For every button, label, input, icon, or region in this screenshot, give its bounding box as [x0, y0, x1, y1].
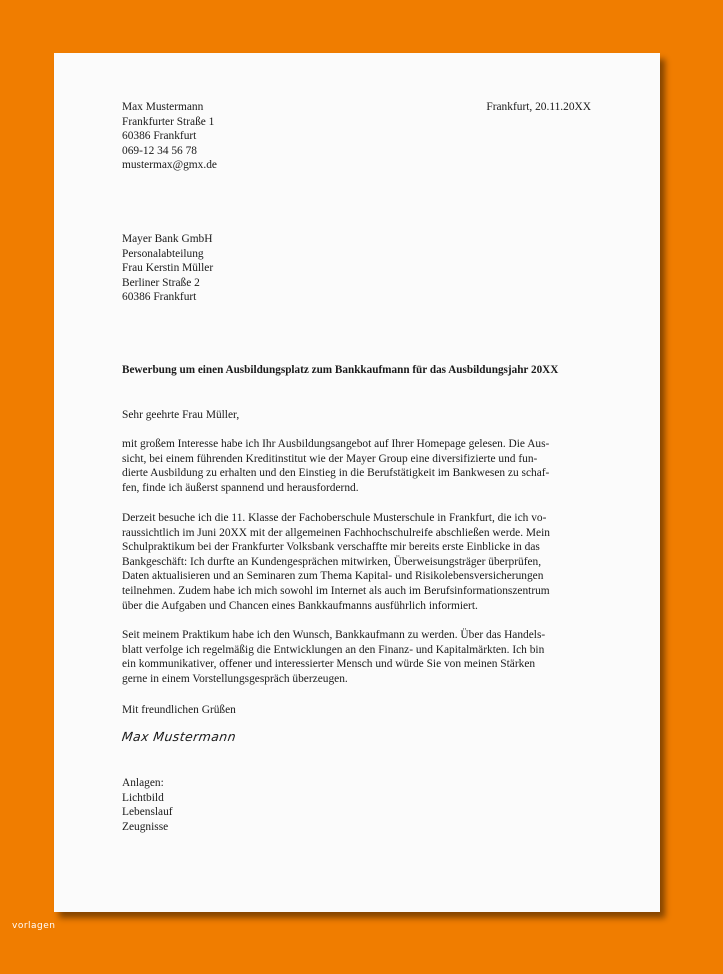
paragraph-line: gerne in einem Vorstellungsgespräch überzeugen.: [122, 672, 348, 685]
paragraph-line: dierte Ausbildung zu erhalten und den Einstieg in die Berufstätigkeit im Bankwesen zu schaf-: [122, 467, 550, 480]
attachment-item: Lichtbild: [122, 791, 164, 804]
watermark-text: vorlagen: [12, 921, 56, 931]
paragraph-line: raussichtlich im Juni 20XX mit der allgemeinen Fachhochschulreife abschließen werde. Mein: [122, 526, 550, 539]
sender-street: Frankfurter Straße 1: [122, 115, 215, 128]
recipient-company: Mayer Bank GmbH: [122, 233, 213, 245]
subject-line: Bewerbung um einen Ausbildungsplatz zum Bankkaufmann für das Ausbildungsjahr 20XX: [122, 364, 559, 376]
paragraph-line: Derzeit besuche ich die 11. Klasse der Fachoberschule Musterschule in Frankfurt, die ich vo-: [122, 512, 547, 524]
handwritten-signature: Max Mustermann: [120, 729, 238, 744]
salutation: Sehr geehrte Frau Müller,: [122, 409, 240, 421]
paragraph-line: fen, finde ich äußerst spannend und herausfordernd.: [122, 481, 359, 494]
paragraph-line: ein kommunikativer, offener und interessierter Mensch und würde Sie von meinen Stärken: [122, 658, 536, 671]
paragraph-line: über die Aufgaben und Chancen eines Bankkaufmanns ausführlich informiert.: [122, 599, 478, 612]
recipient-department: Personalabteilung: [122, 247, 204, 260]
body-paragraph-2: [122, 511, 592, 613]
paragraph-line: Bankgeschäft: Ich durfte an Kundengesprächen mitwirken, Überweisungsträger überprüfen,: [122, 555, 542, 568]
sender-city: 60386 Frankfurt: [122, 130, 197, 143]
paragraph-line: Daten aktualisieren und an Seminaren zum Thema Kapital- und Risikolebensversicherungen: [122, 570, 544, 583]
paragraph-line: Seit meinem Praktikum habe ich den Wunsch, Bankkaufmann zu werden. Über das Handels-: [122, 629, 546, 641]
body-paragraph-3: [122, 628, 592, 686]
recipient-city: 60386 Frankfurt: [122, 291, 197, 304]
closing-phrase: Mit freundlichen Grüßen: [122, 704, 236, 716]
paragraph-line: sicht, bei einem führenden Kreditinstitut wie der Mayer Group eine diversifizierte und fun-: [122, 452, 538, 465]
paragraph-line: Schulpraktikum bei der Frankfurter Volksbank verschaffte mir bereits erste Einblicke in das: [122, 541, 540, 554]
sender-email: mustermax@gmx.de: [122, 159, 217, 172]
paragraph-line: blatt verfolge ich regelmäßig die Entwicklungen an den Finanz- und Kapitalmärkten. Ich bin: [122, 643, 545, 656]
recipient-street: Berliner Straße 2: [122, 276, 200, 289]
attachment-item: Zeugnisse: [122, 820, 169, 833]
attachments-heading: Anlagen:: [122, 777, 164, 789]
recipient-contact: Frau Kerstin Müller: [122, 262, 214, 275]
letter-date: Frankfurt, 20.11.20XX: [486, 101, 591, 113]
sender-name: Max Mustermann: [122, 101, 204, 113]
recipient-address: [122, 232, 213, 305]
attachments-list: [122, 776, 173, 834]
paragraph-line: teilnehmen. Zudem habe ich mich sowohl im Internet als auch im Berufsinformationszentrum: [122, 584, 550, 597]
attachment-item: Lebenslauf: [122, 806, 173, 819]
letter-page: [54, 53, 660, 912]
body-paragraph-1: [122, 437, 592, 495]
paragraph-line: mit großem Interesse habe ich Ihr Ausbildungsangebot auf Ihrer Homepage gelesen. Die Aus-: [122, 438, 550, 450]
sender-address: [122, 100, 217, 173]
sender-phone: 069-12 34 56 78: [122, 144, 197, 157]
